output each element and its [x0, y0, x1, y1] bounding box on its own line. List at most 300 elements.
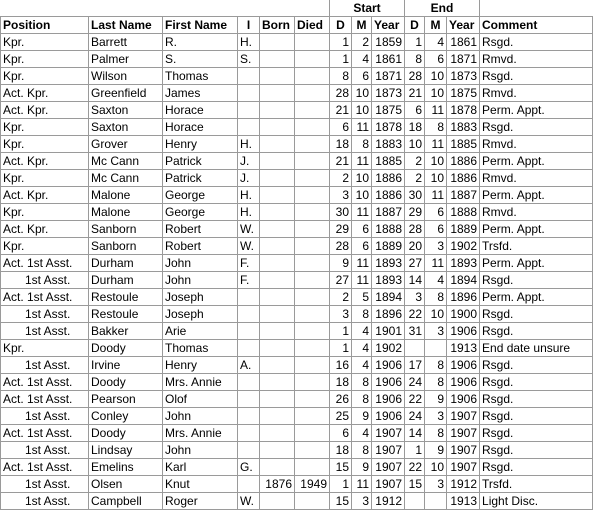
cell-end-year: 1913: [447, 340, 480, 357]
cell-start-day: 21: [330, 102, 352, 119]
cell-end-year: 1907: [447, 408, 480, 425]
cell-start-day: 28: [330, 238, 352, 255]
cell-comment: Rsgd.: [480, 68, 593, 85]
cell-end-day: 22: [405, 391, 425, 408]
cell-start-year: 1907: [372, 425, 405, 442]
cell-first-name: Robert: [163, 221, 238, 238]
cell-start-month: 9: [352, 408, 372, 425]
cell-position: Act. Kpr.: [1, 102, 89, 119]
cell-born: [260, 170, 295, 187]
cell-died: [295, 34, 330, 51]
cell-died: 1949: [295, 476, 330, 493]
cell-last-name: Mc Cann: [89, 170, 163, 187]
cell-start-year: 1887: [372, 204, 405, 221]
cell-position: 1st Asst.: [1, 306, 89, 323]
cell-start-year: 1878: [372, 119, 405, 136]
cell-first-name: Henry: [163, 136, 238, 153]
cell-start-month: 4: [352, 51, 372, 68]
cell-end-day: 14: [405, 425, 425, 442]
cell-end-day: 15: [405, 476, 425, 493]
cell-initial: [238, 476, 260, 493]
cell-start-month: 11: [352, 153, 372, 170]
cell-end-month: 9: [425, 391, 447, 408]
cell-initial: [238, 102, 260, 119]
cell-first-name: Mrs. Annie: [163, 425, 238, 442]
cell-start-day: 8: [330, 68, 352, 85]
cell-last-name: Malone: [89, 187, 163, 204]
cell-last-name: Conley: [89, 408, 163, 425]
cell-died: [295, 255, 330, 272]
cell-comment: Rsgd.: [480, 323, 593, 340]
cell-end-month: 10: [425, 170, 447, 187]
cell-end-month: [425, 493, 447, 510]
cell-position: Act. Kpr.: [1, 85, 89, 102]
cell-position: Kpr.: [1, 51, 89, 68]
table-row: [1, 289, 593, 306]
cell-last-name: Doody: [89, 374, 163, 391]
cell-position: Kpr.: [1, 119, 89, 136]
cell-start-month: 4: [352, 323, 372, 340]
table-row: [1, 408, 593, 425]
cell-end-month: 3: [425, 323, 447, 340]
cell-last-name: Restoule: [89, 306, 163, 323]
cell-start-year: 1893: [372, 272, 405, 289]
cell-end-year: 1902: [447, 238, 480, 255]
cell-end-year: 1907: [447, 425, 480, 442]
cell-end-day: 17: [405, 357, 425, 374]
cell-first-name: John: [163, 408, 238, 425]
cell-died: [295, 272, 330, 289]
cell-first-name: R.: [163, 34, 238, 51]
cell-initial: [238, 442, 260, 459]
cell-last-name: Lindsay: [89, 442, 163, 459]
cell-start-month: 6: [352, 238, 372, 255]
cell-start-year: 1889: [372, 238, 405, 255]
cell-end-month: 8: [425, 357, 447, 374]
col-header-end-year: Year: [447, 17, 480, 34]
table-row: [1, 340, 593, 357]
cell-start-month: 9: [352, 459, 372, 476]
col-header-end-day: D: [405, 17, 425, 34]
cell-start-year: 1906: [372, 374, 405, 391]
cell-end-month: 10: [425, 459, 447, 476]
cell-initial: F.: [238, 272, 260, 289]
cell-first-name: Thomas: [163, 68, 238, 85]
cell-born: [260, 323, 295, 340]
cell-born: [260, 425, 295, 442]
cell-first-name: Karl: [163, 459, 238, 476]
cell-position: 1st Asst.: [1, 323, 89, 340]
table-row: [1, 34, 593, 51]
cell-born: [260, 51, 295, 68]
cell-first-name: Mrs. Annie: [163, 374, 238, 391]
cell-born: [260, 238, 295, 255]
cell-died: [295, 85, 330, 102]
cell-died: [295, 238, 330, 255]
cell-end-year: 1873: [447, 68, 480, 85]
cell-end-month: 3: [425, 476, 447, 493]
cell-end-month: 8: [425, 374, 447, 391]
cell-first-name: Joseph: [163, 306, 238, 323]
cell-end-day: [405, 493, 425, 510]
table-row: [1, 357, 593, 374]
cell-end-day: 1: [405, 442, 425, 459]
cell-position: Act. 1st Asst.: [1, 459, 89, 476]
cell-comment: Rmvd.: [480, 136, 593, 153]
col-header-position: Position: [1, 17, 89, 34]
cell-position: 1st Asst.: [1, 357, 89, 374]
cell-position: Act. 1st Asst.: [1, 255, 89, 272]
cell-start-month: 4: [352, 357, 372, 374]
cell-end-year: 1888: [447, 204, 480, 221]
cell-died: [295, 119, 330, 136]
cell-start-year: 1902: [372, 340, 405, 357]
cell-last-name: Emelins: [89, 459, 163, 476]
cell-start-year: 1888: [372, 221, 405, 238]
cell-start-month: 6: [352, 68, 372, 85]
cell-position: Act. 1st Asst.: [1, 289, 89, 306]
cell-start-month: 10: [352, 170, 372, 187]
cell-position: Act. 1st Asst.: [1, 391, 89, 408]
cell-first-name: Knut: [163, 476, 238, 493]
cell-end-month: 4: [425, 34, 447, 51]
cell-last-name: Bakker: [89, 323, 163, 340]
cell-end-day: 1: [405, 34, 425, 51]
cell-comment: Perm. Appt.: [480, 255, 593, 272]
cell-end-year: 1875: [447, 85, 480, 102]
table-row: [1, 374, 593, 391]
table-row: [1, 51, 593, 68]
cell-died: [295, 153, 330, 170]
cell-comment: End date unsure: [480, 340, 593, 357]
cell-end-month: 8: [425, 289, 447, 306]
cell-start-day: 15: [330, 459, 352, 476]
cell-end-day: [405, 340, 425, 357]
cell-comment: Rsgd.: [480, 459, 593, 476]
table-row: [1, 85, 593, 102]
cell-start-day: 3: [330, 187, 352, 204]
cell-position: 1st Asst.: [1, 493, 89, 510]
cell-born: [260, 391, 295, 408]
cell-start-month: 11: [352, 119, 372, 136]
cell-start-year: 1883: [372, 136, 405, 153]
cell-last-name: Saxton: [89, 102, 163, 119]
cell-comment: Rsgd.: [480, 119, 593, 136]
cell-last-name: Pearson: [89, 391, 163, 408]
cell-position: Act. Kpr.: [1, 153, 89, 170]
cell-start-year: 1885: [372, 153, 405, 170]
table-row: [1, 391, 593, 408]
cell-start-month: 5: [352, 289, 372, 306]
cell-start-day: 6: [330, 425, 352, 442]
cell-start-year: 1861: [372, 51, 405, 68]
cell-start-year: 1906: [372, 357, 405, 374]
cell-start-year: 1859: [372, 34, 405, 51]
table-row: [1, 204, 593, 221]
cell-died: [295, 459, 330, 476]
cell-last-name: Olsen: [89, 476, 163, 493]
cell-born: [260, 102, 295, 119]
cell-born: [260, 68, 295, 85]
cell-end-year: 1913: [447, 493, 480, 510]
cell-start-year: 1906: [372, 391, 405, 408]
cell-position: Kpr.: [1, 68, 89, 85]
cell-end-day: 24: [405, 374, 425, 391]
cell-start-month: 11: [352, 255, 372, 272]
cell-first-name: Thomas: [163, 340, 238, 357]
cell-end-year: 1906: [447, 357, 480, 374]
cell-comment: Rsgd.: [480, 34, 593, 51]
cell-last-name: Sanborn: [89, 238, 163, 255]
cell-first-name: Roger: [163, 493, 238, 510]
cell-end-day: 6: [405, 102, 425, 119]
cell-first-name: Arie: [163, 323, 238, 340]
cell-start-year: 1906: [372, 408, 405, 425]
cell-initial: [238, 323, 260, 340]
cell-start-month: 11: [352, 272, 372, 289]
cell-died: [295, 221, 330, 238]
cell-born: [260, 136, 295, 153]
table-row: [1, 459, 593, 476]
col-header-first-name: First Name: [163, 17, 238, 34]
table-row: [1, 153, 593, 170]
cell-start-day: 1: [330, 476, 352, 493]
cell-last-name: Wilson: [89, 68, 163, 85]
cell-start-year: 1875: [372, 102, 405, 119]
cell-last-name: Mc Cann: [89, 153, 163, 170]
col-header-start-month: M: [352, 17, 372, 34]
cell-start-day: 1: [330, 34, 352, 51]
cell-start-day: 18: [330, 136, 352, 153]
table-row: [1, 323, 593, 340]
cell-born: [260, 153, 295, 170]
cell-initial: A.: [238, 357, 260, 374]
cell-end-year: 1912: [447, 476, 480, 493]
cell-comment: Rsgd.: [480, 374, 593, 391]
table-row: [1, 136, 593, 153]
cell-position: Kpr.: [1, 34, 89, 51]
cell-end-month: 6: [425, 204, 447, 221]
cell-first-name: James: [163, 85, 238, 102]
cell-born: [260, 493, 295, 510]
cell-start-month: 10: [352, 102, 372, 119]
cell-died: [295, 323, 330, 340]
cell-start-day: 3: [330, 306, 352, 323]
cell-end-year: 1907: [447, 459, 480, 476]
cell-start-month: 4: [352, 340, 372, 357]
cell-died: [295, 391, 330, 408]
cell-first-name: Patrick: [163, 170, 238, 187]
cell-position: 1st Asst.: [1, 442, 89, 459]
cell-start-month: 3: [352, 493, 372, 510]
cell-died: [295, 357, 330, 374]
table-row: [1, 221, 593, 238]
cell-end-day: 14: [405, 272, 425, 289]
cell-end-year: 1894: [447, 272, 480, 289]
cell-comment: Perm. Appt.: [480, 289, 593, 306]
cell-comment: Perm. Appt.: [480, 102, 593, 119]
cell-start-year: 1896: [372, 306, 405, 323]
cell-end-month: 11: [425, 102, 447, 119]
cell-start-day: 29: [330, 221, 352, 238]
cell-first-name: Olof: [163, 391, 238, 408]
cell-end-month: 10: [425, 85, 447, 102]
cell-position: Act. Kpr.: [1, 221, 89, 238]
cell-end-year: 1907: [447, 442, 480, 459]
cell-position: Kpr.: [1, 136, 89, 153]
cell-end-year: 1889: [447, 221, 480, 238]
cell-end-month: 10: [425, 306, 447, 323]
cell-start-year: 1894: [372, 289, 405, 306]
cell-initial: [238, 119, 260, 136]
cell-start-month: 8: [352, 306, 372, 323]
cell-start-month: 11: [352, 476, 372, 493]
cell-end-month: 3: [425, 408, 447, 425]
cell-last-name: Greenfield: [89, 85, 163, 102]
cell-died: [295, 306, 330, 323]
cell-start-month: 10: [352, 187, 372, 204]
cell-end-month: 9: [425, 442, 447, 459]
cell-end-day: 21: [405, 85, 425, 102]
cell-comment: Rsgd.: [480, 272, 593, 289]
cell-position: 1st Asst.: [1, 272, 89, 289]
cell-initial: [238, 289, 260, 306]
cell-initial: F.: [238, 255, 260, 272]
cell-died: [295, 136, 330, 153]
cell-end-day: 31: [405, 323, 425, 340]
cell-initial: [238, 68, 260, 85]
cell-start-year: 1873: [372, 85, 405, 102]
cell-comment: Rsgd.: [480, 306, 593, 323]
group-header-row: [1, 0, 593, 17]
cell-born: [260, 340, 295, 357]
cell-start-day: 1: [330, 51, 352, 68]
cell-born: [260, 255, 295, 272]
cell-start-month: 8: [352, 442, 372, 459]
cell-first-name: John: [163, 272, 238, 289]
cell-last-name: Durham: [89, 255, 163, 272]
cell-end-month: 11: [425, 187, 447, 204]
cell-start-day: 25: [330, 408, 352, 425]
cell-died: [295, 374, 330, 391]
cell-end-month: 6: [425, 51, 447, 68]
table-row: [1, 425, 593, 442]
cell-born: [260, 34, 295, 51]
cell-first-name: John: [163, 442, 238, 459]
cell-died: [295, 102, 330, 119]
cell-initial: H.: [238, 187, 260, 204]
cell-initial: [238, 408, 260, 425]
cell-comment: Perm. Appt.: [480, 221, 593, 238]
col-header-died: Died: [295, 17, 330, 34]
cell-start-month: 8: [352, 136, 372, 153]
cell-comment: Rsgd.: [480, 425, 593, 442]
cell-end-day: 2: [405, 153, 425, 170]
cell-start-year: 1901: [372, 323, 405, 340]
cell-start-year: 1893: [372, 255, 405, 272]
cell-died: [295, 425, 330, 442]
cell-start-day: 1: [330, 340, 352, 357]
cell-initial: S.: [238, 51, 260, 68]
table-row: [1, 238, 593, 255]
cell-first-name: Horace: [163, 102, 238, 119]
table-row: [1, 187, 593, 204]
cell-start-year: 1912: [372, 493, 405, 510]
cell-last-name: Barrett: [89, 34, 163, 51]
cell-initial: J.: [238, 153, 260, 170]
cell-first-name: Patrick: [163, 153, 238, 170]
table-row: [1, 68, 593, 85]
cell-comment: Rsgd.: [480, 391, 593, 408]
cell-end-day: 30: [405, 187, 425, 204]
cell-died: [295, 340, 330, 357]
cell-start-month: 11: [352, 204, 372, 221]
cell-comment: Perm. Appt.: [480, 153, 593, 170]
cell-start-month: 10: [352, 85, 372, 102]
cell-initial: [238, 85, 260, 102]
cell-last-name: Irvine: [89, 357, 163, 374]
cell-initial: [238, 374, 260, 391]
cell-end-day: 28: [405, 68, 425, 85]
cell-end-year: 1896: [447, 289, 480, 306]
cell-born: [260, 85, 295, 102]
cell-end-year: 1887: [447, 187, 480, 204]
cell-start-year: 1871: [372, 68, 405, 85]
cell-born: [260, 187, 295, 204]
col-header-born: Born: [260, 17, 295, 34]
table-row: [1, 119, 593, 136]
cell-end-year: 1886: [447, 170, 480, 187]
cell-first-name: George: [163, 187, 238, 204]
cell-born: [260, 408, 295, 425]
cell-initial: W.: [238, 493, 260, 510]
cell-start-day: 2: [330, 170, 352, 187]
cell-start-day: 26: [330, 391, 352, 408]
cell-died: [295, 442, 330, 459]
table-row: [1, 306, 593, 323]
cell-end-year: 1893: [447, 255, 480, 272]
cell-end-year: 1906: [447, 391, 480, 408]
cell-comment: Rsgd.: [480, 408, 593, 425]
cell-initial: H.: [238, 34, 260, 51]
cell-start-month: 4: [352, 425, 372, 442]
cell-comment: Light Disc.: [480, 493, 593, 510]
col-header-last-name: Last Name: [89, 17, 163, 34]
cell-initial: J.: [238, 170, 260, 187]
col-header-start-day: D: [330, 17, 352, 34]
col-header-comment: Comment: [480, 17, 593, 34]
cell-end-month: 3: [425, 238, 447, 255]
cell-died: [295, 408, 330, 425]
cell-initial: G.: [238, 459, 260, 476]
col-header-initial: I: [238, 17, 260, 34]
cell-born: [260, 357, 295, 374]
cell-comment: Perm. Appt.: [480, 187, 593, 204]
cell-start-day: 18: [330, 442, 352, 459]
cell-last-name: Doody: [89, 340, 163, 357]
cell-end-day: 10: [405, 136, 425, 153]
cell-died: [295, 68, 330, 85]
cell-end-year: 1871: [447, 51, 480, 68]
cell-end-year: 1906: [447, 374, 480, 391]
cell-born: [260, 272, 295, 289]
cell-start-day: 27: [330, 272, 352, 289]
cell-start-day: 30: [330, 204, 352, 221]
cell-start-day: 28: [330, 85, 352, 102]
cell-start-year: 1907: [372, 476, 405, 493]
cell-start-day: 2: [330, 289, 352, 306]
cell-initial: [238, 306, 260, 323]
